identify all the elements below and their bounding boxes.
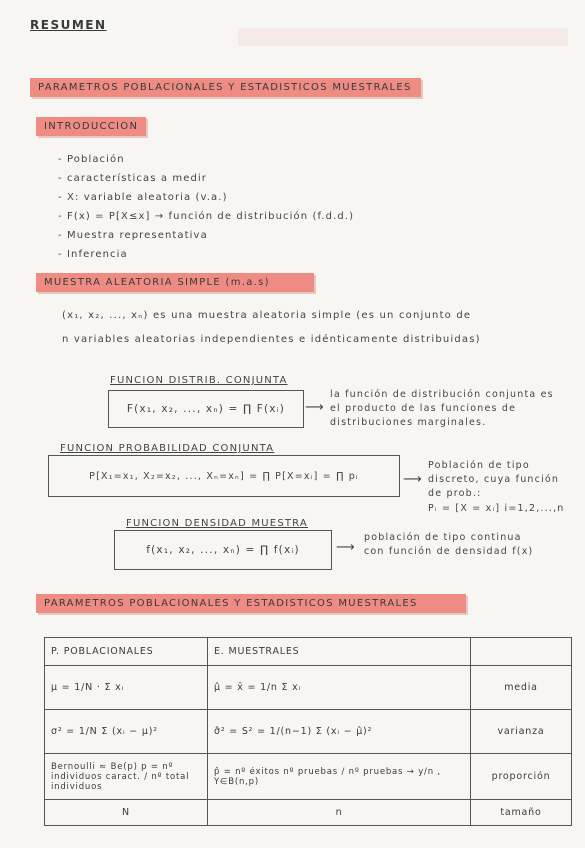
mas-text-line1: (x₁, x₂, ..., xₙ) es una muestra aleatoria simple (es un conjunto de [62,310,472,321]
list-item: - Muestra representativa [58,226,354,245]
prob-label: FUNCION PROBABILIDAD CONJUNTA [60,443,275,454]
prob-formula: P[X₁=x₁, X₂=x₂, ..., Xₙ=xₙ] = ∏ P[X=xᵢ] = ∏ pᵢ [89,470,359,482]
density-note-1: población de tipo continua [364,532,522,543]
section-band-introduction: INTRODUCCION [36,117,146,136]
table-cell: σ̂² = S² = 1/(n−1) Σ (xᵢ − μ̂)² [208,710,471,754]
table-row [45,710,572,754]
table-header: P. POBLACIONALES [45,638,208,666]
prob-note-1: Población de tipo [428,460,530,471]
arrow-icon: ⟶ [403,472,422,487]
prob-note-3: de prob.: [428,488,482,499]
prob-formula-box [48,455,400,497]
mas-text-line2: n variables aleatorias independientes e idénticamente distribuidas) [62,334,481,345]
density-note-2: con función de densidad f(x) [364,546,534,557]
list-item: - X: variable aleatoria (v.a.) [58,188,354,207]
table-cell: μ̂ = x̄ = 1/n Σ xᵢ [208,666,471,710]
section-band-parameters: PARAMETROS POBLACIONALES Y ESTADISTICOS MUESTRALES [30,78,421,97]
section-band-mas: MUESTRA ALEATORIA SIMPLE (m.a.s) [36,273,314,292]
list-item: - características a medir [58,169,354,188]
table-cell: media [471,666,572,710]
list-item: - Población [58,150,354,169]
joint-formula: F(x₁, x₂, ..., xₙ) = ∏ F(xᵢ) [126,403,286,415]
table-header [471,638,572,666]
list-item: - F(x) = P[X≤x] → función de distribución (f.d.d.) [58,207,354,226]
table-cell: N [45,800,208,826]
parameters-table [44,637,572,826]
bleed-through-band [238,28,568,46]
table-row [45,754,572,800]
table-row [45,800,572,826]
table-cell: proporción [471,754,572,800]
table-cell: n [208,800,471,826]
arrow-icon: ⟶ [336,540,355,555]
joint-label: FUNCION DISTRIB. CONJUNTA [110,375,288,386]
arrow-icon: ⟶ [305,400,324,415]
density-formula: f(x₁, x₂, ..., xₙ) = ∏ f(xᵢ) [146,544,300,556]
table-header: E. MUESTRALES [208,638,471,666]
table-cell: σ² = 1/N Σ (xᵢ − μ)² [45,710,208,754]
joint-note: la función de distribución conjunta es el producto de las funciones de distribuciones marginales. [330,389,554,428]
table-cell: Bernoulli ≈ Be(p) p = nº individuos caract. / nº total individuos [45,754,208,800]
list-item: - Inferencia [58,245,354,264]
intro-list [58,150,354,264]
section-band-parameters-2: PARAMETROS POBLACIONALES Y ESTADISTICOS MUESTRALES [36,594,466,613]
table-header-row [45,638,572,666]
page-title: RESUMEN [30,18,107,32]
prob-note-2: discreto, cuya función [428,474,560,485]
density-label: FUNCION DENSIDAD MUESTRA [126,518,308,529]
table-row [45,666,572,710]
prob-note-4: Pᵢ = [X = xᵢ] i=1,2,...,n [428,503,565,514]
density-formula-box [114,530,332,570]
table-cell: tamaño [471,800,572,826]
table-cell: p̂ = nº éxitos nº pruebas / nº pruebas → y/n , Y∈B(n,p) [208,754,471,800]
joint-formula-box [108,390,304,428]
table-cell: μ = 1/N · Σ xᵢ [45,666,208,710]
table-cell: varianza [471,710,572,754]
